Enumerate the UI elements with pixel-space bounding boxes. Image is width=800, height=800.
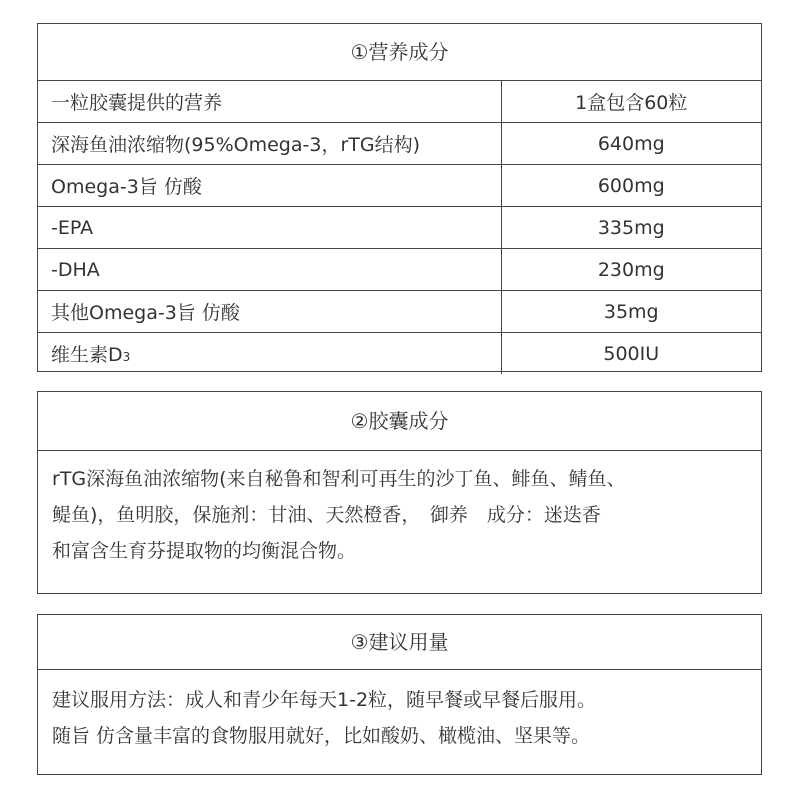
text-line: 和富含生育芬提取物的均衡混合物。 bbox=[52, 540, 357, 562]
nutrient-value: 335mg bbox=[501, 207, 761, 249]
table-row bbox=[38, 207, 761, 249]
nutrient-name: 其他Omega-3旨 仿酸 bbox=[38, 291, 501, 333]
capsule-ingredients-text bbox=[38, 451, 761, 569]
nutrition-table bbox=[38, 81, 761, 374]
nutrient-name: -DHA bbox=[38, 249, 501, 291]
table-row bbox=[38, 249, 761, 291]
nutrient-name: 深海鱼油浓缩物(95%Omega-3，rTG结构) bbox=[38, 123, 501, 165]
text-line: 随旨 仿含量丰富的食物服用就好，比如酸奶、橄榄油、坚果等。 bbox=[52, 725, 591, 747]
nutrient-value: 600mg bbox=[501, 165, 761, 207]
nutrient-name-cell bbox=[38, 333, 501, 375]
header-nutrient: 一粒胶囊提供的营养 bbox=[38, 81, 501, 123]
dosage-title: ③建议用量 bbox=[38, 615, 761, 670]
nutrition-title: ①营养成分 bbox=[38, 24, 761, 81]
nutrient-name: 维生素D bbox=[51, 344, 123, 366]
nutrient-value: 500IU bbox=[501, 333, 761, 375]
text-line: 鳀鱼)，鱼明胶，保施剂：甘油、天然橙香， 御养 成分：迷迭香 bbox=[52, 504, 601, 526]
table-row bbox=[38, 165, 761, 207]
nutrient-value: 640mg bbox=[501, 123, 761, 165]
table-header-row bbox=[38, 81, 761, 123]
table-row bbox=[38, 123, 761, 165]
nutrient-name: Omega-3旨 仿酸 bbox=[38, 165, 501, 207]
dosage-box bbox=[37, 614, 762, 775]
capsule-ingredients-box bbox=[37, 391, 762, 594]
nutrient-value: 35mg bbox=[501, 291, 761, 333]
nutrition-box bbox=[37, 23, 762, 372]
nutrient-subscript: 3 bbox=[122, 350, 131, 364]
capsule-ingredients-title: ②胶囊成分 bbox=[38, 392, 761, 451]
header-amount: 1盒包含60粒 bbox=[501, 81, 761, 123]
nutrient-value: 230mg bbox=[501, 249, 761, 291]
text-line: rTG深海鱼油浓缩物(来自秘鲁和智利可再生的沙丁鱼、鲱鱼、鲭鱼、 bbox=[52, 468, 626, 490]
table-row bbox=[38, 333, 761, 375]
table-row bbox=[38, 291, 761, 333]
dosage-text bbox=[38, 670, 761, 754]
text-line: 建议服用方法：成人和青少年每天1-2粒，随早餐或早餐后服用。 bbox=[52, 689, 597, 711]
nutrient-name: -EPA bbox=[38, 207, 501, 249]
